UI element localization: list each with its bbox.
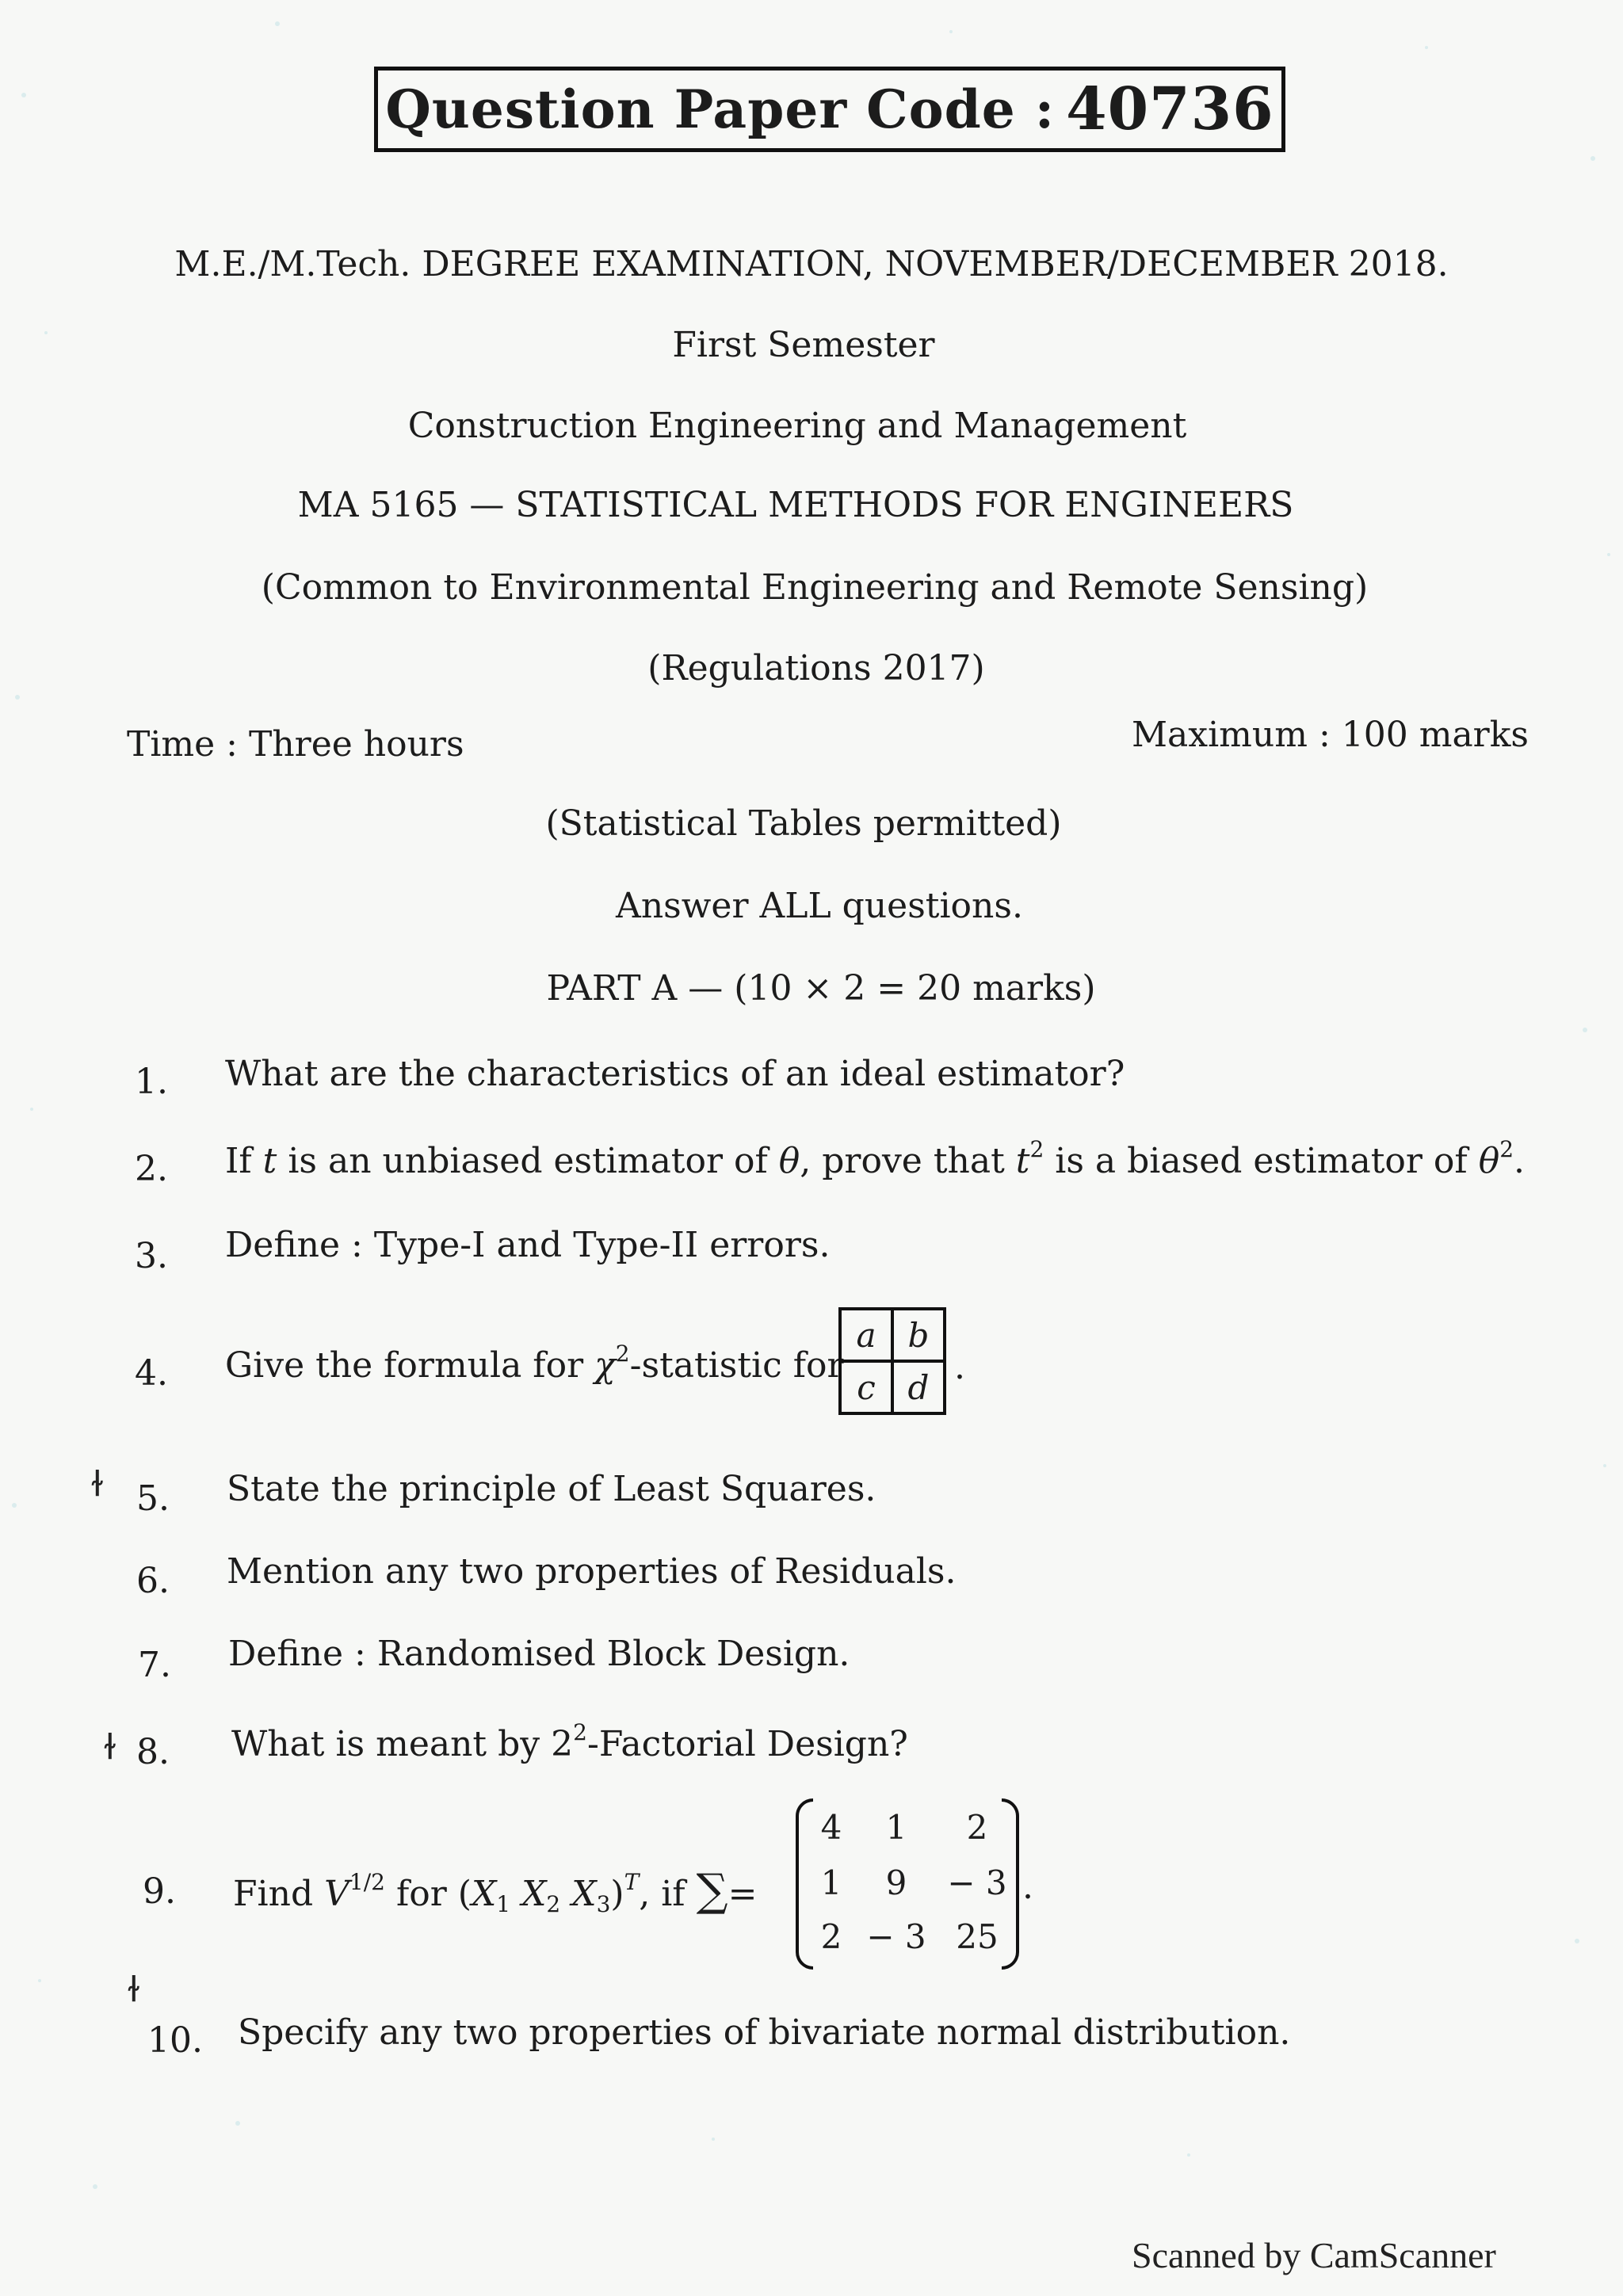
question-6-text: Mention any two properties of Residuals.	[227, 1551, 957, 1592]
paren: )	[610, 1874, 624, 1914]
q2-text-part: is a biased estimator of	[1055, 1141, 1468, 1181]
handwritten-tick-mark: ɫ	[127, 1970, 141, 2010]
matrix-cell: 9	[885, 1863, 907, 1902]
exponent: 1/2	[349, 1869, 385, 1895]
var-x: X	[571, 1874, 597, 1914]
handwritten-tick-mark: ɫ	[90, 1464, 105, 1505]
q9-text-part: for	[395, 1874, 447, 1914]
question-10-text: Specify any two properties of bivariate normal distribution.	[238, 2012, 1291, 2053]
equals-sign: =	[727, 1874, 758, 1914]
regulations: (Regulations 2017)	[647, 648, 985, 688]
matrix-cell: − 3	[947, 1863, 1007, 1902]
code-label: Question Paper Code :	[385, 78, 1056, 140]
q9-text-part: Find	[233, 1874, 314, 1914]
matrix-cell: 1	[820, 1863, 842, 1902]
var-v: V	[324, 1874, 349, 1914]
subscript: 1	[496, 1891, 511, 1917]
handwritten-tick-mark: ɫ	[103, 1727, 117, 1768]
time-label: Time : Three hours	[127, 724, 464, 765]
exponent: 2	[1029, 1136, 1044, 1162]
q8-text-part: What is meant by	[231, 1724, 540, 1764]
subscript: 2	[546, 1891, 561, 1917]
contingency-table	[838, 1307, 946, 1415]
var-theta: θ	[1478, 1141, 1500, 1181]
question-8-text	[231, 1719, 908, 1764]
question-number: 8.	[136, 1732, 170, 1772]
semester: First Semester	[672, 325, 935, 365]
contingency-cell: a	[840, 1309, 892, 1361]
common-note: (Common to Environmental Engineering and Remote Sensing)	[261, 567, 1369, 608]
question-3-text: Define : Type-I and Type-II errors.	[225, 1225, 831, 1265]
question-number: 7.	[138, 1645, 171, 1685]
subject-title: MA 5165 — STATISTICAL METHODS FOR ENGINEERS	[297, 485, 1294, 525]
question-number: 6.	[136, 1561, 170, 1601]
q2-text-part: , prove that	[800, 1141, 1005, 1181]
var-theta: θ	[778, 1141, 800, 1181]
question-number: 4.	[135, 1353, 168, 1394]
q9-end: .	[1022, 1867, 1033, 1907]
branch: Construction Engineering and Management	[407, 406, 1187, 446]
question-9-text	[233, 1865, 757, 1917]
question-number: 10.	[147, 2020, 203, 2061]
matrix-cell: 25	[956, 1917, 999, 1956]
matrix-cell: 2	[966, 1808, 988, 1847]
var-x: X	[521, 1874, 547, 1914]
base-number: 2	[551, 1724, 574, 1764]
transpose-mark: T	[624, 1869, 640, 1895]
q2-text-part: If	[225, 1141, 252, 1181]
var-chi: χ	[594, 1345, 616, 1386]
var-t: t	[1015, 1141, 1030, 1181]
question-number: 9.	[143, 1871, 176, 1912]
question-number: 3.	[135, 1236, 168, 1276]
question-7-text: Define : Randomised Block Design.	[228, 1634, 850, 1674]
q4-text-part: -statistic for	[629, 1345, 844, 1386]
matrix-cell: 2	[820, 1917, 842, 1956]
exponent: 2	[573, 1719, 587, 1745]
contingency-cell: b	[892, 1309, 945, 1361]
exponent: 2	[1499, 1136, 1514, 1162]
var-x: X	[471, 1874, 497, 1914]
max-marks: Maximum : 100 marks	[1132, 715, 1529, 755]
scanner-watermark: Scanned by CamScanner	[1132, 2235, 1496, 2275]
question-4-text	[225, 1341, 844, 1386]
question-number: 5.	[136, 1478, 170, 1519]
covariance-matrix	[796, 1798, 1019, 1970]
q2-text-part: is an unbiased estimator of	[288, 1141, 768, 1181]
q4-text-part: Give the formula for	[225, 1345, 584, 1386]
contingency-cell: d	[892, 1361, 945, 1413]
contingency-cell: c	[840, 1361, 892, 1413]
question-number: 1.	[135, 1062, 168, 1102]
part-heading: PART A — (10 × 2 = 20 marks)	[546, 968, 1096, 1009]
q8-text-part: -Factorial Design?	[586, 1724, 908, 1764]
matrix-cell: − 3	[866, 1917, 926, 1956]
question-paper-code-box	[374, 67, 1285, 152]
question-number: 2.	[135, 1149, 168, 1189]
matrix-cell: 4	[820, 1808, 842, 1847]
matrix-cell: 1	[885, 1808, 907, 1847]
q2-end: .	[1514, 1141, 1526, 1181]
question-2-text	[225, 1136, 1526, 1181]
question-1-text: What are the characteristics of an ideal estimator?	[225, 1054, 1125, 1094]
paren: (	[457, 1874, 472, 1914]
var-t: t	[262, 1141, 277, 1181]
q4-end: .	[954, 1347, 965, 1387]
code-number: 40736	[1066, 75, 1274, 143]
question-5-text: State the principle of Least Squares.	[227, 1469, 876, 1509]
subscript: 3	[596, 1891, 611, 1917]
sigma-symbol: ∑	[696, 1865, 728, 1917]
q9-text-part: , if	[639, 1874, 685, 1914]
exponent: 2	[615, 1341, 630, 1367]
tables-note: (Statistical Tables permitted)	[545, 803, 1062, 844]
instruction: Answer ALL questions.	[616, 886, 1023, 926]
exam-title: M.E./M.Tech. DEGREE EXAMINATION, NOVEMBER/DECEMBER 2018.	[174, 244, 1449, 284]
